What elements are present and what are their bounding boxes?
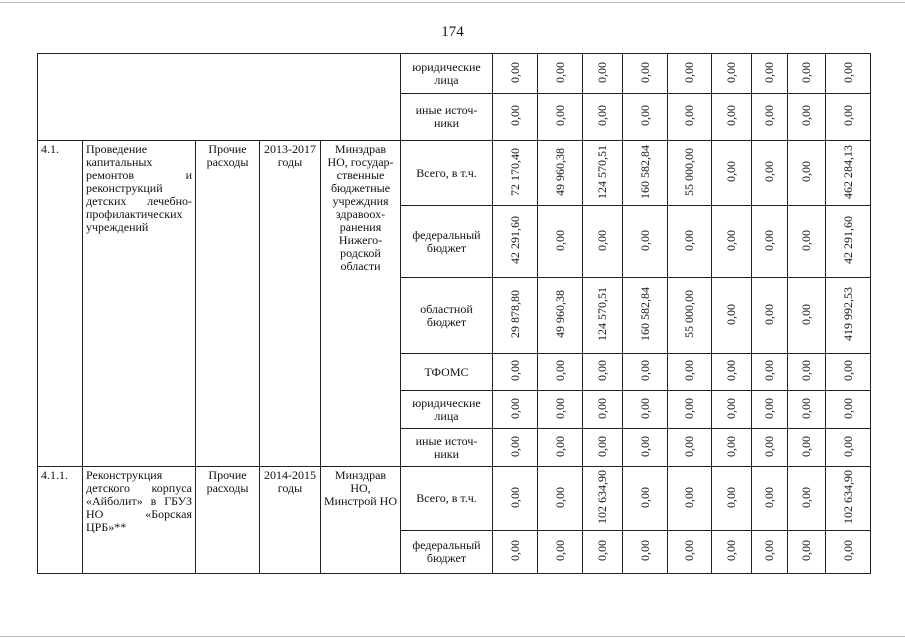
amount-cell: [712, 467, 752, 531]
amount-value: 0,00: [682, 360, 696, 381]
amount-cell: [752, 94, 788, 141]
amount-cell: [788, 354, 826, 391]
amount-cell: [712, 391, 752, 429]
expense-type: Прочие расходы: [196, 141, 260, 467]
amount-cell: [538, 54, 583, 94]
amount-cell: [623, 94, 668, 141]
amount-cell: [493, 278, 538, 354]
amount-cell: [583, 531, 623, 574]
amount-value: 0,00: [762, 229, 776, 251]
amount-value: 0,00: [682, 229, 696, 251]
amount-value: 0,00: [507, 360, 522, 381]
amount-cell: [826, 54, 871, 94]
amount-cell: [668, 354, 712, 391]
amount-cell: [623, 467, 668, 531]
amount-cell: [583, 141, 623, 206]
amount-value: 29 878,80: [507, 290, 522, 338]
amount-value: 0,00: [724, 435, 738, 457]
amount-cell: [538, 278, 583, 354]
amount-value: 0,00: [552, 486, 567, 508]
amount-cell: [712, 429, 752, 467]
amount-value: 0,00: [762, 303, 776, 325]
amount-cell: [826, 429, 871, 467]
amount-value: 0,00: [762, 486, 776, 508]
amount-value: 0,00: [762, 161, 776, 182]
page-number: 174: [441, 24, 464, 40]
amount-cell: [826, 94, 871, 141]
amount-cell: [712, 278, 752, 354]
amount-cell: [752, 206, 788, 278]
scan-edge-bottom: [0, 636, 905, 637]
amount-cell: [493, 94, 538, 141]
amount-value: 55 000,00: [682, 147, 696, 196]
amount-value: 0,00: [507, 105, 522, 126]
amount-value: 0,00: [762, 397, 776, 419]
amount-cell: [712, 54, 752, 94]
executor: Минздрав НО, Минстрой НО: [321, 467, 401, 574]
amount-cell: [788, 429, 826, 467]
amount-value: 0,00: [799, 540, 813, 561]
funding-source: федеральный бюджет: [401, 206, 493, 278]
amount-value: 160 582,84: [637, 144, 652, 199]
amount-cell: [752, 354, 788, 391]
amount-cell: [752, 429, 788, 467]
amount-value: 124 570,51: [595, 287, 609, 341]
amount-value: 0,00: [595, 435, 609, 457]
amount-value: 0,00: [637, 360, 652, 381]
amount-cell: [712, 141, 752, 206]
amount-value: 0,00: [637, 397, 652, 419]
amount-cell: [712, 531, 752, 574]
amount-cell: [538, 467, 583, 531]
amount-value: 0,00: [840, 105, 855, 126]
amount-cell: [668, 467, 712, 531]
amount-cell: [583, 429, 623, 467]
amount-value: 462 284,13: [840, 144, 855, 199]
amount-cell: [623, 429, 668, 467]
amount-cell: [493, 391, 538, 429]
amount-value: 0,00: [637, 229, 652, 251]
amount-value: 0,00: [724, 161, 738, 182]
item-number: 4.1.: [38, 141, 83, 467]
amount-value: 42 291,60: [507, 216, 522, 264]
amount-cell: [826, 467, 871, 531]
item-name: Реконструкция детского корпуса «Айболит» в ГБУЗ НО «Борская ЦРБ»**: [83, 467, 196, 574]
executor: Минздрав НО, государ-ственные бюджетные учреждния здравоох-ранения Нижего-родской области: [321, 141, 401, 467]
amount-cell: [493, 141, 538, 206]
amount-value: 0,00: [840, 397, 855, 419]
amount-value: 0,00: [799, 360, 813, 381]
amount-value: 0,00: [724, 303, 738, 325]
amount-value: 0,00: [724, 486, 738, 508]
amount-cell: [668, 141, 712, 206]
amount-cell: [623, 206, 668, 278]
amount-cell: [583, 391, 623, 429]
amount-value: 0,00: [552, 435, 567, 457]
amount-value: 0,00: [724, 229, 738, 251]
table-row: [38, 54, 871, 94]
amount-cell: [623, 531, 668, 574]
funding-source: федеральный бюджет: [401, 531, 493, 574]
amount-cell: [788, 206, 826, 278]
amount-cell: [583, 54, 623, 94]
amount-value: 0,00: [840, 360, 855, 381]
amount-value: 0,00: [595, 540, 609, 561]
amount-value: 0,00: [799, 435, 813, 457]
amount-cell: [752, 141, 788, 206]
amount-cell: [788, 467, 826, 531]
amount-cell: [826, 206, 871, 278]
amount-cell: [788, 391, 826, 429]
amount-cell: [623, 354, 668, 391]
amount-value: 0,00: [552, 360, 567, 381]
amount-value: 0,00: [762, 105, 776, 126]
amount-value: 0,00: [637, 105, 652, 126]
amount-value: 0,00: [799, 397, 813, 419]
amount-cell: [668, 206, 712, 278]
amount-value: 0,00: [682, 105, 696, 126]
amount-cell: [752, 531, 788, 574]
amount-value: 0,00: [799, 105, 813, 126]
amount-cell: [712, 94, 752, 141]
amount-cell: [493, 429, 538, 467]
funding-source: Всего, в т.ч.: [401, 141, 493, 206]
amount-value: 102 634,90: [595, 470, 609, 524]
amount-value: 0,00: [762, 540, 776, 561]
amount-cell: [538, 391, 583, 429]
amount-value: 0,00: [595, 105, 609, 126]
amount-value: 72 170,40: [507, 147, 522, 196]
funding-source: ТФОМС: [401, 354, 493, 391]
amount-value: 0,00: [682, 540, 696, 561]
amount-cell: [668, 94, 712, 141]
amount-value: 0,00: [724, 105, 738, 126]
amount-cell: [493, 206, 538, 278]
amount-cell: [752, 54, 788, 94]
amount-cell: [623, 54, 668, 94]
amount-cell: [623, 278, 668, 354]
amount-value: 0,00: [799, 486, 813, 508]
amount-cell: [752, 391, 788, 429]
amount-value: 0,00: [840, 61, 855, 83]
amount-value: 0,00: [840, 435, 855, 457]
amount-value: 0,00: [799, 229, 813, 251]
amount-cell: [752, 467, 788, 531]
amount-value: 0,00: [595, 360, 609, 381]
amount-cell: [538, 429, 583, 467]
amount-cell: [788, 54, 826, 94]
merged-empty-cell: [38, 54, 401, 141]
amount-cell: [583, 467, 623, 531]
amount-value: 0,00: [637, 486, 652, 508]
amount-cell: [538, 531, 583, 574]
amount-value: 0,00: [507, 397, 522, 419]
amount-value: 160 582,84: [637, 287, 652, 341]
amount-cell: [538, 141, 583, 206]
amount-value: 0,00: [762, 360, 776, 381]
amount-cell: [493, 467, 538, 531]
amount-value: 0,00: [637, 61, 652, 83]
item-name: Проведение капитальных ремонтов и реконструкций детских лечебно-профилактических учреждений: [83, 141, 196, 467]
amount-cell: [668, 391, 712, 429]
amount-value: 0,00: [840, 540, 855, 561]
amount-value: 0,00: [682, 61, 696, 83]
amount-value: 0,00: [799, 61, 813, 83]
amount-cell: [538, 94, 583, 141]
amount-value: 0,00: [637, 540, 652, 561]
amount-cell: [752, 278, 788, 354]
amount-cell: [712, 354, 752, 391]
amount-value: 0,00: [507, 61, 522, 83]
amount-value: 0,00: [507, 540, 522, 561]
amount-cell: [826, 391, 871, 429]
amount-cell: [538, 354, 583, 391]
amount-value: 42 291,60: [840, 216, 855, 264]
amount-value: 0,00: [799, 303, 813, 325]
table-row: [38, 467, 871, 531]
amount-cell: [583, 94, 623, 141]
amount-value: 0,00: [552, 105, 567, 126]
amount-value: 0,00: [552, 397, 567, 419]
amount-value: 0,00: [799, 161, 813, 182]
amount-value: 0,00: [595, 61, 609, 83]
amount-cell: [668, 54, 712, 94]
amount-value: 0,00: [724, 397, 738, 419]
expense-type: Прочие расходы: [196, 467, 260, 574]
amount-value: 55 000,00: [682, 290, 696, 338]
amount-cell: [623, 141, 668, 206]
table-row: [38, 141, 871, 206]
amount-cell: [788, 141, 826, 206]
amount-cell: [668, 531, 712, 574]
item-number: 4.1.1.: [38, 467, 83, 574]
amount-value: 49 960,38: [552, 147, 567, 196]
amount-cell: [583, 278, 623, 354]
amount-value: 0,00: [762, 435, 776, 457]
amount-value: 0,00: [552, 61, 567, 83]
amount-cell: [583, 206, 623, 278]
amount-value: 0,00: [682, 435, 696, 457]
amount-cell: [788, 278, 826, 354]
amount-value: 0,00: [724, 540, 738, 561]
amount-cell: [788, 94, 826, 141]
amount-value: 49 960,38: [552, 290, 567, 338]
amount-cell: [493, 531, 538, 574]
funding-table: [37, 53, 871, 574]
amount-value: 0,00: [762, 61, 776, 83]
amount-cell: [788, 531, 826, 574]
amount-value: 0,00: [507, 435, 522, 457]
amount-value: 0,00: [552, 540, 567, 561]
amount-cell: [583, 354, 623, 391]
funding-source: областной бюджет: [401, 278, 493, 354]
funding-source: Всего, в т.ч.: [401, 467, 493, 531]
funding-source: юридические лица: [401, 54, 493, 94]
amount-value: 124 570,51: [595, 144, 609, 199]
funding-source: юридические лица: [401, 391, 493, 429]
amount-value: 0,00: [552, 229, 567, 251]
amount-cell: [826, 531, 871, 574]
amount-value: 0,00: [595, 229, 609, 251]
amount-value: 0,00: [724, 61, 738, 83]
amount-value: 0,00: [637, 435, 652, 457]
amount-value: 0,00: [595, 397, 609, 419]
scan-edge-top: [0, 2, 905, 3]
amount-value: 419 992,53: [840, 287, 855, 341]
funding-source: иные источ-ники: [401, 94, 493, 141]
amount-cell: [826, 278, 871, 354]
amount-cell: [826, 354, 871, 391]
amount-cell: [493, 354, 538, 391]
amount-cell: [668, 278, 712, 354]
period: 2014-2015 годы: [260, 467, 321, 574]
amount-cell: [712, 206, 752, 278]
amount-value: 0,00: [724, 360, 738, 381]
amount-cell: [623, 391, 668, 429]
amount-value: 102 634,90: [840, 470, 855, 524]
amount-value: 0,00: [682, 486, 696, 508]
amount-cell: [493, 54, 538, 94]
amount-value: 0,00: [682, 397, 696, 419]
amount-value: 0,00: [507, 486, 522, 508]
funding-source: иные источ-ники: [401, 429, 493, 467]
amount-cell: [668, 429, 712, 467]
amount-cell: [538, 206, 583, 278]
period: 2013-2017 годы: [260, 141, 321, 467]
amount-cell: [826, 141, 871, 206]
